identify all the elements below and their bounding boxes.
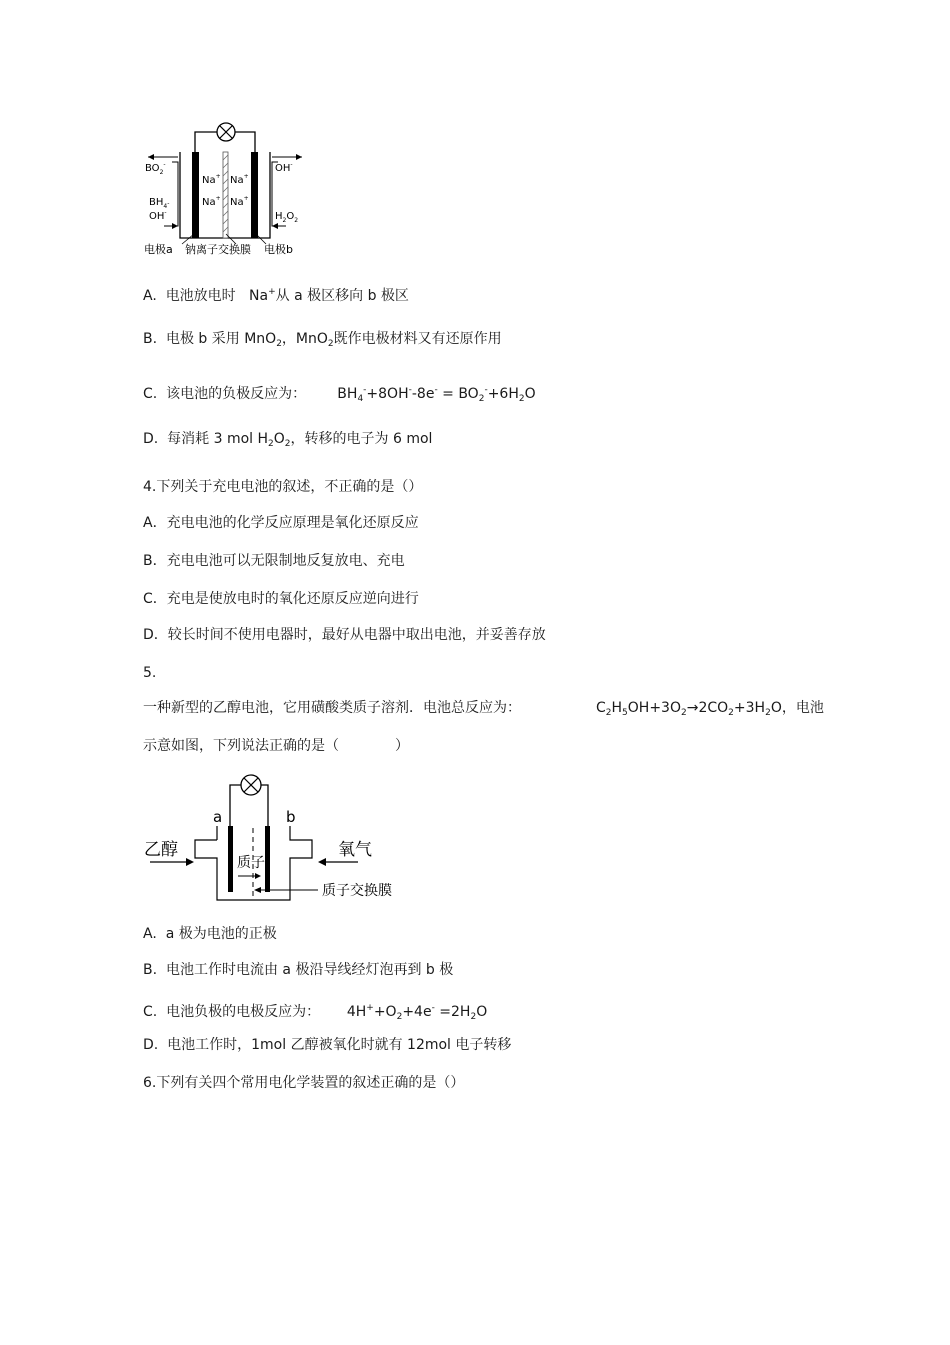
na-ion-label: Na+ [230,195,249,208]
q5-number: 5. [143,665,157,681]
oh-label-left: OH- [149,209,167,222]
q5-stem-line2: 示意如图，下列说法正确的是（ ） [143,738,409,754]
q4-option-d: D．较长时间不使用电器时，最好从电器中取出电池，并妥善存放 [143,627,546,643]
label-b: b [286,808,296,826]
na-ion-label: Na+ [230,173,249,186]
q5-stem-line1: 一种新型的乙醇电池，它用磺酸类质子溶剂．电池总反应为： [143,700,521,716]
membrane-label: 钠离子交换膜 [185,243,251,256]
q5-total-equation: $C_2H_5OH+3O_2\to 2CO_2+3H_2O$，电池 [596,700,824,718]
q5-option-d: D. 电池工作时，1mol 乙醇被氧化时就有 12mol 电子转移 [143,1037,512,1053]
bh4-label: $BH_4^-$ [149,197,170,210]
proton-label: 质子 [237,855,265,871]
electrode-a-label: 电极a [144,243,173,256]
h2o2-label: $H_2O_2$ [275,211,299,224]
na-ion-label: Na+ [202,195,221,208]
electrode-a [192,152,199,238]
membrane-label: 质子交换膜 [322,883,392,899]
q4-option-b: B．充电电池可以无限制地反复放电、充电 [143,553,405,569]
oxygen-label: 氧气 [338,840,372,860]
membrane [223,152,228,238]
electrode-b [265,826,270,892]
q3-option-c: C. 该电池的负极反应为： $BH_4^-+8OH^--8e^- = BO_2^-+6H_2O$ [143,385,536,404]
electrode-b [251,152,258,238]
electrode-a [228,826,233,892]
q3-option-a: A. 电池放电时 Na+从 a 极区移向 b 极区 [143,287,409,304]
q4-option-a: A．充电电池的化学反应原理是氧化还原反应 [143,515,419,531]
q4-option-c: C．充电是使放电时的氧化还原反应逆向进行 [143,591,419,607]
q6-stem: 6.下列有关四个常用电化学装置的叙述正确的是（） [143,1075,465,1091]
q5-option-c: C. 电池负极的电极反应为： $4H^++O_2+4e^- =2H_2O$ [143,1003,488,1022]
ethanol-label: 乙醇 [144,840,178,860]
electrode-b-label: 电极b [264,243,293,256]
oh-label-right: OH- [275,161,293,174]
q3-option-d: D. 每消耗 3 mol $H_2O_2$，转移的电子为 6 mol [143,431,433,449]
q5-option-a: A. a 极为电池的正极 [143,926,277,942]
battery-diagram-q3 [140,120,310,260]
na-ion-label: Na+ [202,173,221,186]
q5-option-b: B. 电池工作时电流由 a 极沿导线经灯泡再到 b 极 [143,962,454,978]
ethanol-cell-diagram [140,768,410,908]
q4-stem: 4.下列关于充电电池的叙述，不正确的是（） [143,479,423,495]
q3-option-b: B. 电极 b 采用 MnO$_2$，MnO$_2$既作电极材料又有还原作用 [143,331,502,349]
bo2-label: $BO_2^-$ [145,161,166,176]
label-a: a [213,808,223,826]
